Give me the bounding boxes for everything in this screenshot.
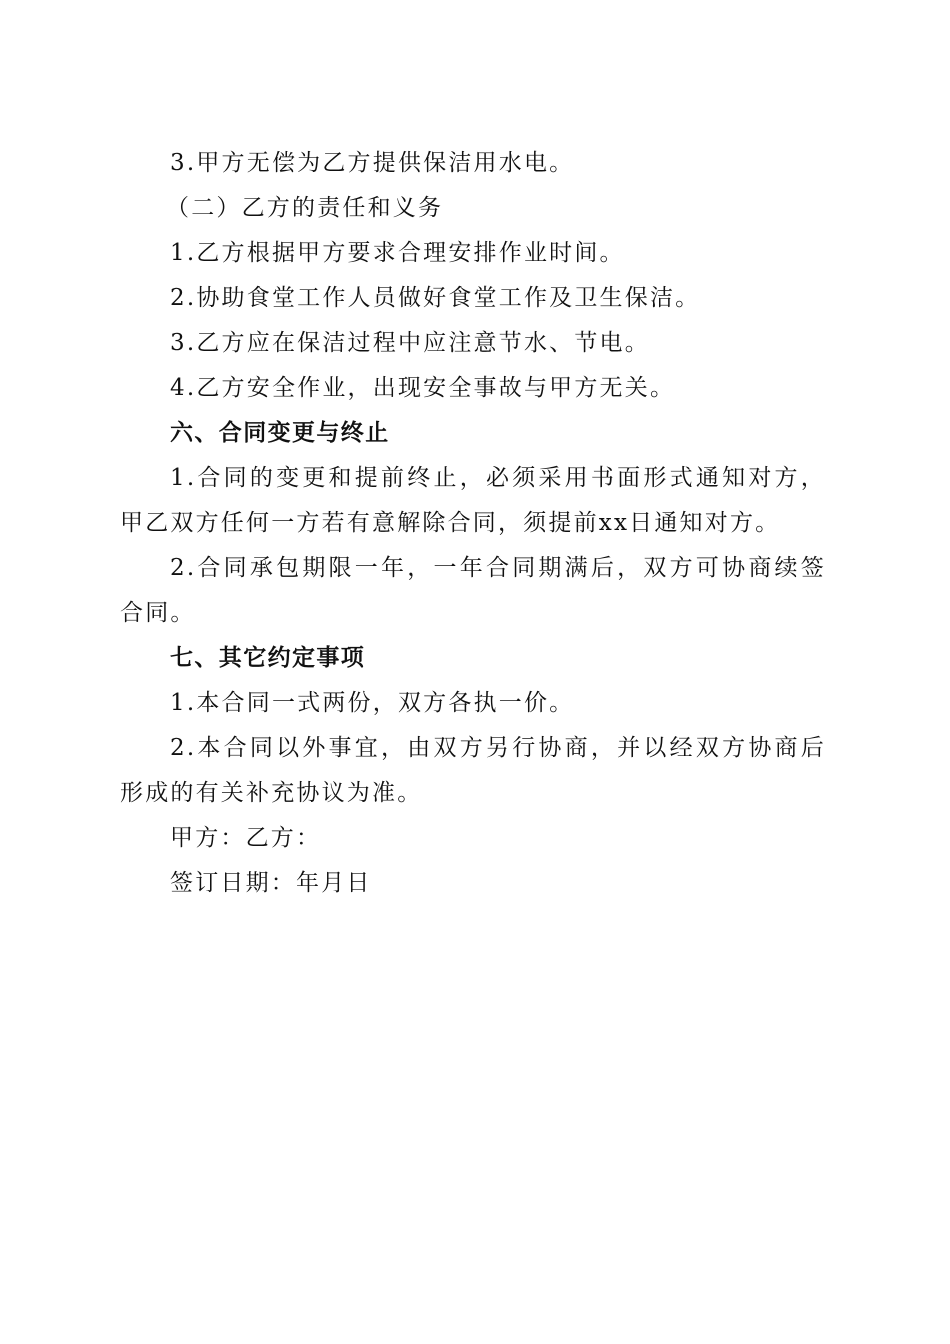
signature-parties: 甲方：乙方： [170, 825, 322, 851]
clause-written-notice: 1.合同的变更和提前终止，必须采用书面形式通知对方，甲乙双方任何一方若有意解除合同，须提前xx日通知对方。 [120, 465, 826, 536]
clause-schedule: 1.乙方根据甲方要求合理安排作业时间。 [170, 240, 625, 266]
clause-supplementary: 2.本合同以外事宜，由双方另行协商，并以经双方协商后形成的有关补充协议为准。 [120, 735, 826, 806]
document-page [120, 141, 826, 906]
clause-water-electricity: 3.甲方无偿为乙方提供保洁用水电。 [170, 150, 575, 176]
subsection-heading-party-b-duties: （二）乙方的责任和义务 [166, 195, 444, 221]
clause-contract-term: 2.合同承包期限一年，一年合同期满后，双方可协商续签合同。 [120, 555, 826, 626]
clause-save-utilities: 3.乙方应在保洁过程中应注意节水、节电。 [170, 330, 650, 356]
section-heading-other-matters: 七、其它约定事项 [170, 645, 366, 671]
clause-safety: 4.乙方安全作业，出现安全事故与甲方无关。 [170, 375, 676, 401]
clause-copies: 1.本合同一式两份，双方各执一价。 [170, 690, 575, 716]
clause-assist-canteen: 2.协助食堂工作人员做好食堂工作及卫生保洁。 [170, 285, 701, 311]
signing-date: 签订日期：年月日 [170, 870, 372, 896]
section-heading-change-termination: 六、合同变更与终止 [170, 420, 390, 446]
